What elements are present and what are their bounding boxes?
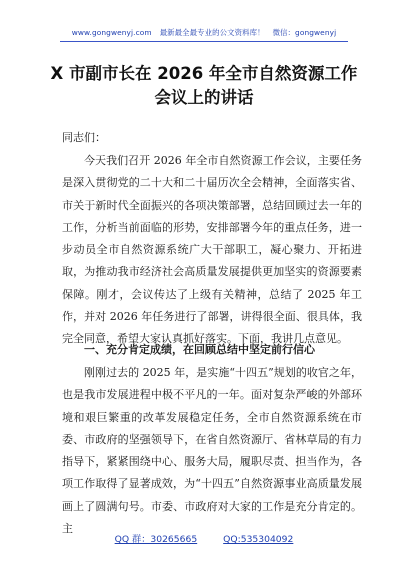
document-title — [40, 62, 368, 110]
paragraph-review: 刚刚过去的 2025 年，是实施“十四五”规划的收官之年，也是我市发展进程中极不平凡的一年。面对复杂严峻的外部环境和艰巨繁重的改革发展稳定任务，全市自然资源系统在市委、市政府的坚强领导下，在省自然资源厅、省林草局的有力指导下，紧紧围绕中心、服务大局，履职尽责、担当作为，各项工作取得了显著成效，为“十四五”自然资源事业高质量发展画上了圆满句号。市委、市政府对大家的工作是充分肯定的。主 — [62, 366, 362, 536]
title-line-2: 会议上的讲话 — [154, 88, 254, 107]
header-wechat: 微信：gongwenyj — [272, 28, 337, 37]
section-heading-1: 一、充分肯定成绩，在回顾总结中坚定前行信心 — [84, 343, 315, 356]
page-header — [0, 27, 408, 38]
page-footer — [0, 531, 408, 545]
salutation: 同志们： — [62, 131, 106, 144]
header-divider — [60, 41, 348, 42]
paragraph-intro: 今天我们召开 2026 年全市自然资源工作会议，主要任务是深入贯彻党的二十大和二十届历次全会精神，全面落实省、市关于新时代全面振兴的各项决策部署，总结回顾过去一年的工作，分析当前面临的形势，安排部署今年的重点任务，进一步动员全市自然资源系统广大干部职工，凝心聚力、开拓进取，为推动我市经济社会高质量发展提供更加坚实的资源要素保障。刚才，会议传达了上级有关精神，总结了 2025 年工作，并对 2026 年任务进行了部署，讲得很全面、很具体，我完全同意，希望大家认真抓好落实。下面，我讲几点意见。 — [62, 154, 362, 346]
footer-qq-group: QQ 群：30265665 — [114, 534, 198, 545]
header-tagline: 最新最全最专业的公文资料库！ — [159, 28, 265, 37]
header-site-link[interactable]: www.gongwenyj.com — [71, 28, 152, 37]
title-line-1: X 市副市长在 2026 年全市自然资源工作 — [50, 64, 358, 83]
footer-qq: QQ:535304092 — [223, 534, 294, 545]
